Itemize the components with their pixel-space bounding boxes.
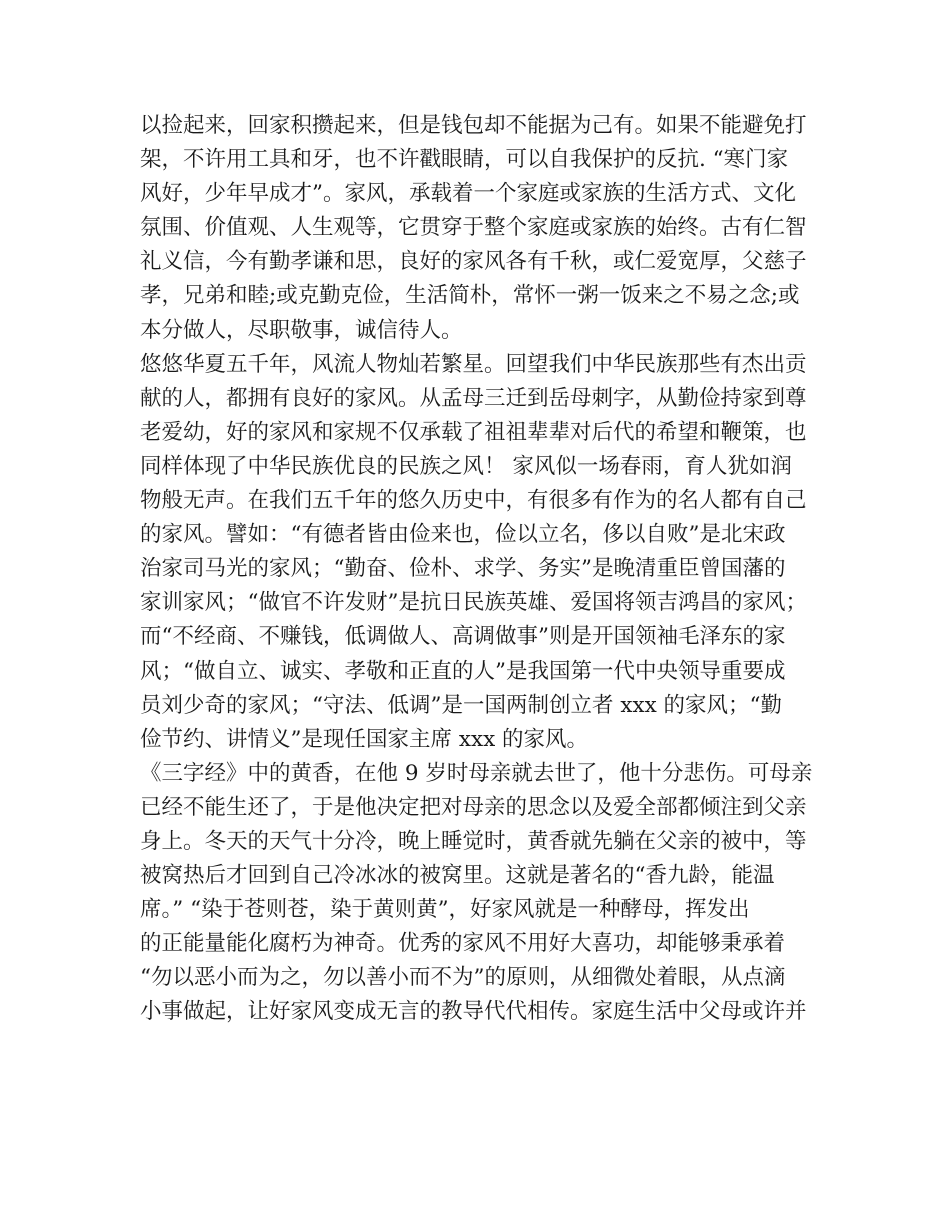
text-line: 风；“做自立、诚实、孝敬和正直的人”是我国第一代中央领导重要成 [140,658,786,684]
text-line: 架，不许用工具和牙，也不许戳眼睛，可以自我保护的反抗. “寒门家 [140,147,789,173]
text-line: 物般无声。在我们五千年的悠久历史中，有很多有作为的名人都有自己 [140,488,807,514]
text-line: 氛围、价值观、人生观等，它贯穿于整个家庭或家族的始终。古有仁智 [140,215,807,241]
text-line: 以捡起来，回家积攒起来，但是钱包却不能据为己有。如果不能避免打 [140,113,807,138]
text-line: 风好，少年早成才”。家风，承载着一个家庭或家族的生活方式、文化 [140,181,796,207]
text-line: 身上。冬天的天气十分冷，晚上睡觉时，黄香就先躺在父亲的被中，等 [140,828,807,854]
text-line: 《三字经》中的黄香，在他 9 岁时母亲就去世了，他十分悲伤。可母亲 [140,760,813,786]
text-line: 小事做起，让好家风变成无言的教导代代相传。家庭生活中父母或许并 [140,999,807,1025]
text-line: 被窝热后才回到自己冷冰冰的被窝里。这就是著名的“香九龄，能温 [140,863,775,889]
text-line: 礼义信，今有勤孝谦和思，良好的家风各有千秋，或仁爱宽厚，父慈子 [140,249,807,275]
text-line: “勿以恶小而为之，勿以善小而不为”的原则，从细微处着眼，从点滴 [140,965,786,991]
document-body [140,109,816,1030]
text-line: 的家风。譬如：“有德者皆由俭来也，俭以立名，侈以自败”是北宋政 [140,522,786,548]
text-line: 同样体现了中华民族优良的民族之风！ 家风似一场春雨，育人犹如润 [140,453,792,479]
text-line: 家训家风；“做官不许发财”是抗日民族英雄、爱国将领吉鸿昌的家风； [140,590,807,616]
text-line: 悠悠华夏五千年，风流人物灿若繁星。回望我们中华民族那些有杰出贡 [140,351,807,377]
text-line: 献的人，都拥有良好的家风。从孟母三迁到岳母刺字，从勤俭持家到尊 [140,385,807,411]
text-line: 老爱幼，好的家风和家规不仅承载了祖祖辈辈对后代的希望和鞭策，也 [140,419,807,445]
text-line: 本分做人，尽职敬事，诚信待人。 [140,317,463,343]
text-line: 席。” “染于苍则苍，染于黄则黄”，好家风就是一种酵母，挥发出 [140,897,750,923]
text-line: 员刘少奇的家风；“守法、低调”是一国两制创立者 xxx 的家风；“勤 [140,692,783,718]
text-line: 而“不经商、不赚钱，低调做人、高调做事”则是开国领袖毛泽东的家 [140,624,786,650]
text-line: 治家司马光的家风；“勤奋、俭朴、求学、务实”是晚清重臣曾国藩的 [140,556,786,582]
text-line: 孝，兄弟和睦;或克勤克俭，生活简朴，常怀一粥一饭来之不易之念;或 [140,283,800,309]
text-line: 的正能量能化腐朽为神奇。优秀的家风不用好大喜功，却能够秉承着 [140,931,786,957]
text-line: 已经不能生还了，于是他决定把对母亲的思念以及爱全部都倾注到父亲 [140,794,807,820]
text-line: 俭节约、讲情义”是现任国家主席 xxx 的家风。 [140,726,589,752]
